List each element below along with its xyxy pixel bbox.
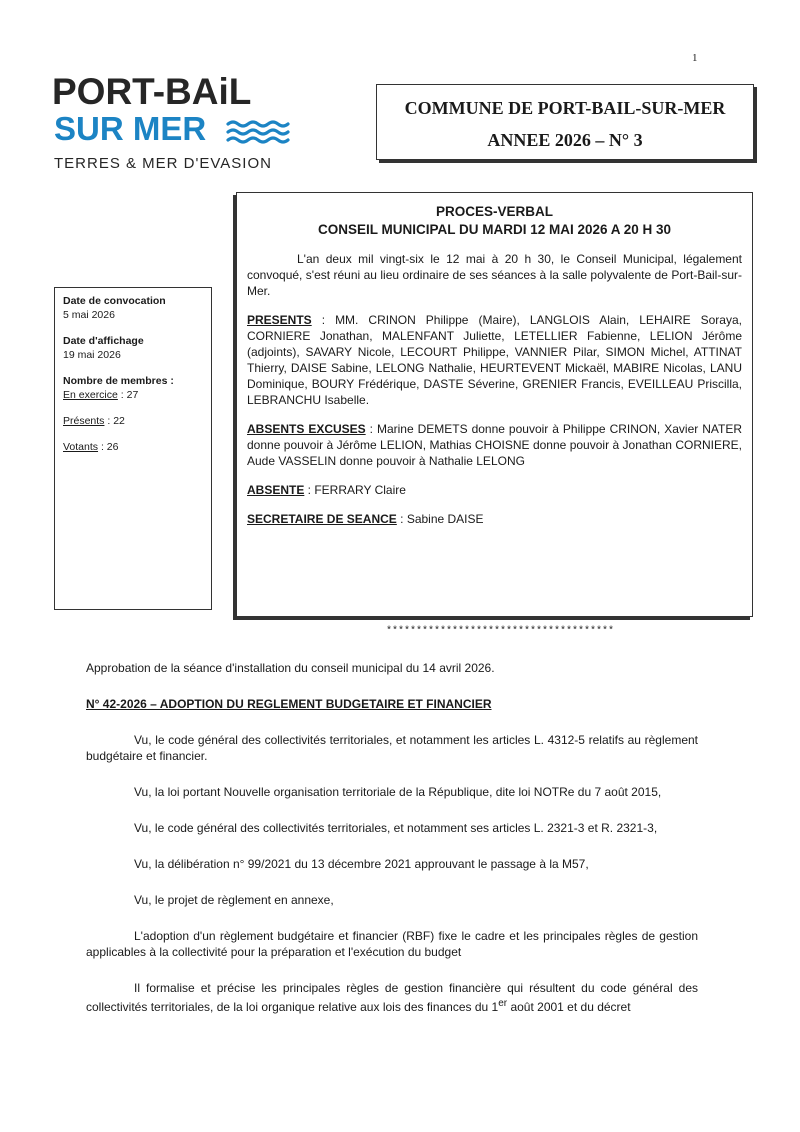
pv-absents (247, 421, 742, 469)
formalise-superscript: er (498, 998, 508, 1009)
votants-row (63, 440, 203, 454)
pv-secretaire (247, 511, 742, 527)
logo-line2: SUR MER (54, 110, 207, 147)
separator-stars: ************************************** (386, 626, 615, 637)
presents-label: PRESENTS (247, 313, 312, 327)
pv-intro: L'an deux mil vingt-six le 12 mai à 20 h 30, le Conseil Municipal, légalement convoqué, s'est réuni au lieu ordinaire de ses séances à la salle polyvalente de Port-Bail-sur-Mer. (247, 252, 742, 298)
pv-absente (247, 482, 742, 498)
vu-paragraph-5: Vu, le projet de règlement en annexe, (134, 893, 334, 907)
annee-numero: ANNEE 2026 – N° 3 (487, 130, 643, 150)
votants-value: : 26 (98, 441, 119, 453)
absente-name: : FERRARY Claire (304, 483, 406, 497)
presents-row (63, 414, 203, 428)
convocation-value: 5 mai 2026 (63, 309, 115, 321)
page-number: 1 (692, 52, 698, 64)
votants-label: Votants (63, 441, 99, 453)
membres-label: Nombre de membres : (63, 375, 174, 387)
section-heading: N° 42-2026 – ADOPTION DU REGLEMENT BUDGETAIRE ET FINANCIER (86, 697, 492, 711)
exercice-label: En exercice (63, 389, 118, 401)
meeting-info-box (54, 287, 212, 610)
presents-count-label: Présents (63, 415, 105, 427)
logo-line1: PORT-BAiL (52, 71, 252, 112)
pv-title-line2: CONSEIL MUNICIPAL DU MARDI 12 MAI 2026 A 20 H 30 (317, 222, 672, 237)
pv-presents (247, 312, 742, 408)
exercice-value: : 27 (117, 389, 139, 401)
commune-logo (52, 72, 297, 182)
vu-paragraph-1: Vu, le code général des collectivités territoriales, et notamment les articles L. 4312-5 relatifs au règlement budgétaire et financier. (86, 733, 698, 763)
presents-list: : MM. CRINON Philippe (Maire), LANGLOIS Alain, LEHAIRE Soraya, CORNIERE Jonathan, MALENFANT Juliette, LETELLIER Fabienne, LELION Jérôme (adjoints), SAVARY Nicole, LECOURT Philippe, VANNIER Pilar, SIMON Michel, ATTINAT Thierry, DAISE Sabine, LELONG Nathalie, HEURTEVENT Mickaël, MABIRE Nicolas, LANU Dominique, BOURY Frédérique, DASTE Séverine, GRENIER Francis, EVEILLEAU Priscilla, LEBRANCHU Isabelle. (247, 313, 742, 407)
waves-icon (225, 119, 291, 145)
vu-paragraph-2: Vu, la loi portant Nouvelle organisation territoriale de la République, dite loi NOTRe du 7 août 2015, (134, 785, 662, 799)
proces-verbal-box (236, 192, 753, 617)
vu-paragraph-3: Vu, le code général des collectivités territoriales, et notamment ses articles L. 2321-3 et R. 2321-3, (134, 821, 658, 835)
commune-header-box (376, 84, 754, 160)
affichage-value: 19 mai 2026 (63, 349, 121, 361)
absents-list: : Marine DEMETS donne pouvoir à Philippe CRINON, Xavier NATER donne pouvoir à Jérôme LELION, Mathias CHOISNE donne pouvoir à Jonathan CORNIERE, Aude VASSELIN donne pouvoir à Nathalie LELONG (247, 422, 742, 468)
formalise-text-2: août 2001 et du décret (507, 1000, 631, 1014)
presents-count-value: : 22 (104, 415, 125, 427)
exercice-row (63, 388, 203, 402)
pv-title (247, 203, 742, 239)
affichage-label: Date d'affichage (63, 335, 144, 347)
secretaire-label: SECRETAIRE DE SEANCE (247, 512, 397, 526)
document-body (86, 660, 698, 1035)
convocation-label: Date de convocation (63, 295, 166, 307)
approbation-text: Approbation de la séance d'installation du conseil municipal du 14 avril 2026. (86, 661, 495, 675)
secretaire-name: : Sabine DAISE (396, 512, 484, 526)
absente-label: ABSENTE (247, 483, 305, 497)
formalise-text-1: Il formalise et précise les principales règles de gestion financière qui résultent du code général des collectivités territoriales, de la loi organique relative aux lois des finances du 1 (86, 981, 698, 1014)
rbf-paragraph: L'adoption d'un règlement budgétaire et financier (RBF) fixe le cadre et les principales règles de gestion applicables à la collectivité pour la préparation et l'exécution du budget (86, 929, 698, 959)
formalise-paragraph (86, 980, 698, 1015)
vu-paragraph-4: Vu, la délibération n° 99/2021 du 13 décembre 2021 approuvant le passage à la M57, (134, 857, 589, 871)
commune-name: COMMUNE DE PORT-BAIL-SUR-MER (404, 98, 726, 118)
logo-tagline: TERRES & MER D'EVASION (54, 155, 272, 172)
absents-label: ABSENTS EXCUSES (247, 422, 366, 436)
pv-title-line1: PROCES-VERBAL (435, 204, 553, 219)
